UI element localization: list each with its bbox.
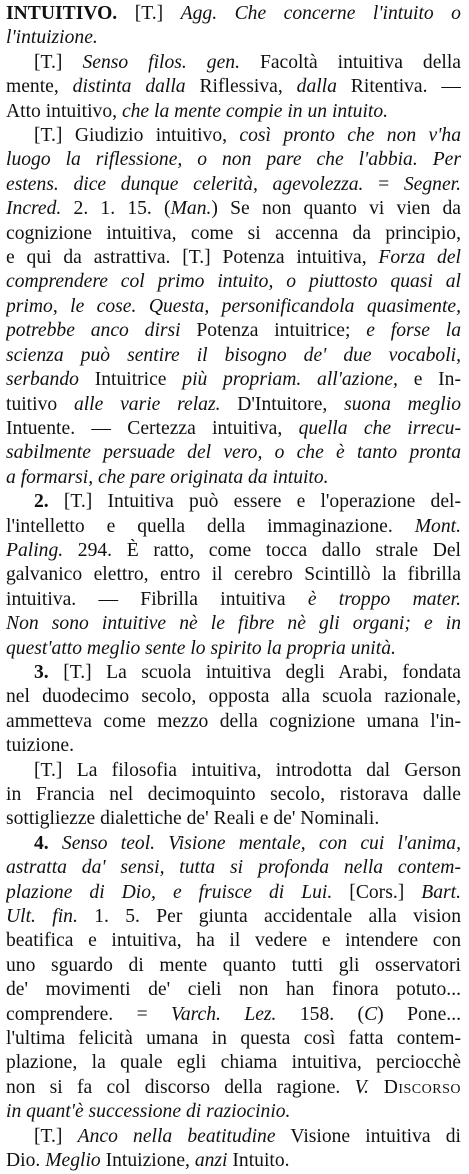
entry-cross-reference: Discorso: [368, 1076, 461, 1098]
entry-line: [6, 539, 461, 563]
entry-text: [T.] Giudizio intuitivo,: [34, 125, 240, 147]
entry-text: mente,: [6, 76, 73, 98]
entry-text: D'Intuitore,: [220, 393, 345, 415]
entry-text: [T.]: [117, 3, 181, 24]
entry-text-italic: così pronto che non v'ha: [239, 125, 461, 147]
entry-text: 2. 1. 15. (: [61, 198, 171, 220]
entry-text: non si fa col discorso della ragione.: [6, 1076, 355, 1098]
entry-text-italic: che la mente compie in un intuito.: [121, 100, 389, 122]
entry-text-italic: anzi: [194, 1150, 228, 1172]
entry-text-italic: Non sono intuitive nè le fibre nè gli organi; e in: [6, 613, 461, 635]
entry-text-italic: a formarsi, che pare originata da intuito.: [6, 466, 329, 488]
entry-sense-number: 4.: [34, 832, 49, 854]
entry-text-italic: scienza può sentire il bisogno de' due vocaboli,: [6, 344, 461, 366]
entry-line: [6, 75, 461, 99]
entry-line: [6, 417, 461, 441]
entry-text-italic: Varch. Lez.: [171, 1003, 277, 1025]
entry-text: Riflessiva,: [185, 76, 297, 98]
entry-line: [6, 661, 461, 685]
entry-text: tuitivo: [6, 393, 74, 415]
entry-line: [6, 881, 461, 905]
entry-line: [6, 1125, 461, 1149]
entry-text-italic: dalla: [296, 76, 337, 98]
entry-line: [6, 832, 461, 856]
entry-text: ) Pone...: [377, 1003, 461, 1025]
dictionary-entry-intuitivo: [6, 2, 461, 1174]
entry-text-italic: V.: [354, 1076, 369, 1098]
entry-text-italic: C: [364, 1003, 378, 1025]
entry-line: [6, 588, 461, 612]
entry-line: [6, 270, 461, 294]
entry-text: uno sguardo di mente quanto tutti gli osservatori: [6, 954, 461, 976]
entry-text-italic: potrebbe anco dirsi: [6, 320, 181, 342]
entry-text-italic: estens. dice dunque celerità, agevolezza.: [6, 173, 364, 195]
entry-line: [6, 319, 461, 343]
entry-line: [6, 393, 461, 417]
entry-line: [6, 368, 461, 392]
entry-line: [6, 856, 461, 880]
entry-text-italic: Agg. Che concerne l'intuito o: [180, 3, 461, 24]
entry-sense-number: 2.: [34, 491, 49, 513]
entry-line: [6, 954, 461, 978]
entry-line: [6, 807, 461, 831]
entry-line: [6, 173, 461, 197]
entry-text-italic: più propriam. all'azione,: [182, 369, 398, 391]
entry-line: [6, 734, 461, 758]
entry-text: intuitiva. — Fibrilla intuitiva: [6, 588, 308, 610]
entry-text-italic: e forse la: [366, 320, 461, 342]
entry-text: [T.]: [34, 51, 83, 73]
entry-text-italic: Incred.: [6, 198, 62, 220]
entry-text: tuizione.: [6, 735, 75, 757]
entry-line: [6, 148, 461, 172]
entry-text: e In-: [397, 369, 461, 391]
entry-text: plazione, la quale egli chiama intuitiva, perciocchè: [6, 1052, 461, 1074]
entry-text-italic: Senso filos. gen.: [82, 51, 240, 73]
entry-text-italic: Senso teol. Visione mentale, con cui l'anima,: [48, 832, 461, 854]
entry-text-italic: astratta da' sensi, tutta si profonda nella contem-: [6, 857, 461, 879]
entry-text: nel duodecimo secolo, opposta alla scuola razionale,: [6, 686, 461, 708]
entry-text: Ritentiva. —: [336, 76, 461, 98]
entry-text: Potenza intuitrice;: [180, 320, 367, 342]
entry-text-italic: Segner.: [403, 173, 461, 195]
entry-line: [6, 783, 461, 807]
entry-text-italic: Forza del: [378, 247, 461, 269]
entry-text: [T.] La scuola intuitiva degli Arabi, fondata: [48, 661, 461, 683]
entry-text-italic: suona meglio: [344, 393, 461, 415]
entry-text: l'ultima felicità umana in questa così fatta contem-: [6, 1028, 461, 1050]
entry-text: ) Se non quanto vi vien da: [211, 198, 461, 220]
entry-line: [6, 563, 461, 587]
entry-text-italic: primo, le cose. Questa, personificandola quasimente,: [6, 295, 461, 317]
entry-line: [6, 1149, 461, 1173]
entry-line: [6, 466, 461, 490]
entry-line: [6, 2, 461, 26]
entry-text-italic: alle varie relaz.: [73, 393, 221, 415]
entry-line: [6, 612, 461, 636]
entry-text: [Cors.]: [332, 881, 422, 903]
entry-text: e qui da astrattiva. [T.] Potenza intuitiva,: [6, 247, 379, 269]
entry-text-italic: plazione di Dio, e fruisce di Lui.: [6, 881, 333, 903]
entry-text-italic: Bart.: [421, 881, 461, 903]
entry-text-italic: Ult. fin.: [6, 906, 78, 928]
entry-text: ammetteva come mezzo della cognizione umana l'in-: [6, 710, 461, 732]
entry-text-italic: l'intuizione.: [6, 27, 98, 49]
entry-text-italic: comprendere col primo intuito, o piuttosto quasi al: [6, 271, 461, 293]
entry-text-italic: distinta dalla: [72, 76, 186, 98]
entry-line: [6, 1027, 461, 1051]
entry-line: [6, 344, 461, 368]
entry-line: [6, 685, 461, 709]
entry-text: Visione intuitiva di: [275, 1125, 461, 1147]
entry-text: [T.]: [34, 1125, 78, 1147]
entry-text-italic: Anco nella beatitudine: [77, 1125, 276, 1147]
entry-line: [6, 26, 461, 50]
entry-text: sottigliezze dialettiche de' Reali e de' Nominali.: [6, 808, 380, 830]
entry-line: [6, 1051, 461, 1075]
entry-line: [6, 759, 461, 783]
entry-text-italic: in quant'è successione di raziocinio.: [6, 1101, 291, 1123]
entry-text-italic: serbando: [6, 369, 79, 391]
entry-text: de' movimenti de' cieli non han finora potuto...: [6, 979, 461, 1001]
entry-line: [6, 1076, 461, 1100]
entry-text: Intuizione,: [100, 1150, 195, 1172]
entry-line: [6, 905, 461, 929]
entry-line: [6, 222, 461, 246]
entry-text: Facoltà intuitiva della: [239, 51, 461, 73]
entry-text: Dio.: [6, 1150, 46, 1172]
entry-line: [6, 100, 461, 124]
entry-text: Intuente. — Certezza intuitiva,: [6, 417, 299, 439]
entry-text: Intuito.: [227, 1150, 290, 1172]
entry-text: in Francia nel decimoquinto secolo, ristorava dalle: [6, 784, 461, 805]
entry-line: [6, 295, 461, 319]
entry-line: [6, 197, 461, 221]
entry-line: [6, 978, 461, 1002]
entry-line: [6, 246, 461, 270]
entry-text: galvanico elettro, entro il cerebro Scintillò la fibrilla: [6, 564, 461, 586]
entry-text-italic: quest'atto meglio sente lo spirito la propria unità.: [6, 637, 396, 659]
entry-text: [T.] Intuitiva può essere e l'operazione del-: [48, 491, 461, 513]
entry-text-italic: Paling.: [6, 539, 64, 561]
entry-text-italic: Man.: [170, 198, 212, 220]
entry-text: comprendere. =: [6, 1003, 172, 1025]
entry-text: 1. 5. Per giunta accidentale alla vision: [77, 906, 461, 928]
entry-sense-number: 3.: [34, 661, 49, 683]
entry-text: 158. (: [276, 1003, 365, 1025]
entry-text: 294. È ratto, come tocca dallo strale Del: [63, 539, 461, 561]
entry-text: cognizione intuitiva, come si accenna da principio,: [6, 222, 461, 244]
entry-text-italic: Mont.: [414, 515, 461, 537]
entry-line: [6, 929, 461, 953]
entry-line: [6, 515, 461, 539]
entry-line: [6, 710, 461, 734]
entry-text: Atto intuitivo,: [6, 100, 122, 122]
entry-text: =: [363, 173, 404, 195]
entry-text-italic: luogo la riflessione, o non pare che l'abbia. Per: [6, 149, 461, 171]
entry-headword: INTUITIVO.: [6, 3, 118, 24]
entry-line: [6, 490, 461, 514]
entry-line: [6, 1100, 461, 1124]
entry-text: [T.] La filosofia intuitiva, introdotta dal Gerson: [34, 759, 461, 781]
entry-line: [6, 637, 461, 661]
entry-line: [6, 51, 461, 75]
entry-text-italic: Meglio: [45, 1150, 101, 1172]
entry-text: Intuitrice: [78, 369, 183, 391]
entry-text-italic: quella che irrecu-: [298, 417, 461, 439]
entry-line: [6, 124, 461, 148]
entry-text-italic: è troppo mater.: [307, 588, 461, 610]
entry-line: [6, 441, 461, 465]
entry-text: l'intelletto e quella della immaginazione.: [6, 515, 415, 537]
entry-text: beatifica e intuitiva, ha il vedere e intendere con: [6, 930, 461, 952]
entry-text-italic: sabilmente persuade del vero, o che è tanto pronta: [6, 442, 461, 464]
